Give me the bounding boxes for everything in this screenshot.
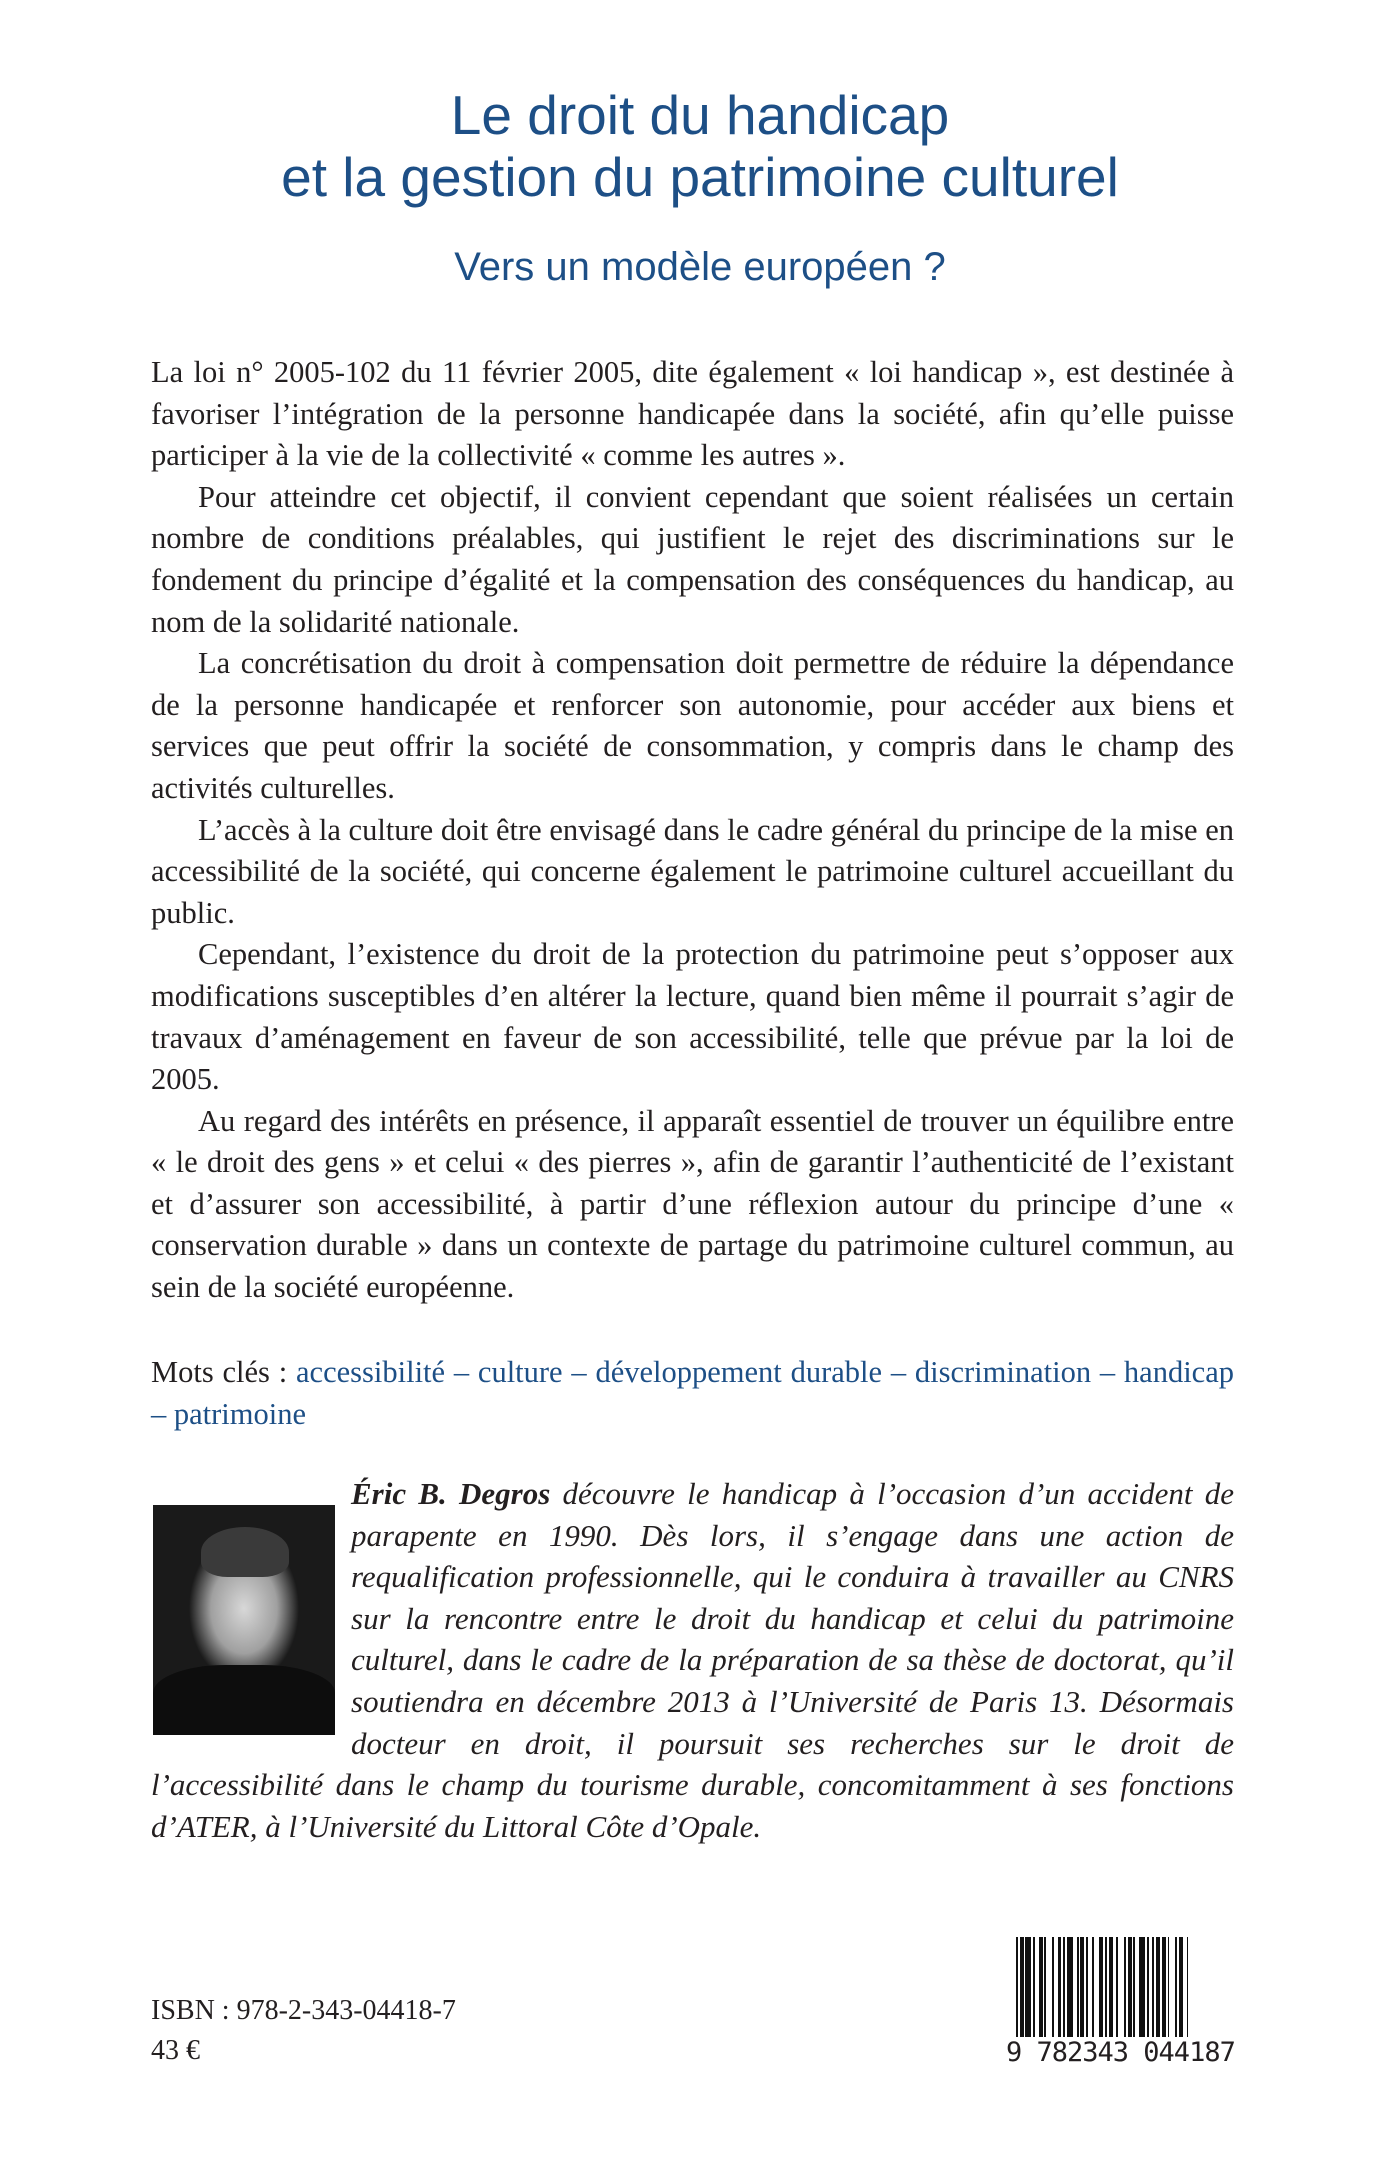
barcode-number: 9 782343 044187 <box>1006 2037 1235 2068</box>
paragraph: La concrétisation du droit à compensation doit permettre de réduire la dépendance de la personne handicapée et renforcer son autonomie, pour accéder aux biens et services que peut offrir la société de consommation, y compris dans le champ des activités culturelles. <box>151 646 1234 805</box>
author-bio <box>151 1473 1234 1847</box>
paragraph: La loi n° 2005-102 du 11 février 2005, dite également « loi handicap », est destinée à favoriser l’intégration de la personne handicapée dans la société, afin qu’elle puisse participer à la vie de la collectivité « comme les autres ». <box>151 355 1234 473</box>
book-subtitle: Vers un modèle européen ? <box>454 245 946 289</box>
author-bio-text: découvre le handicap à l’occasion d’un accident de parapente en 1990. Dès lors, il s’engage dans une action de requalification professionnelle, qui le conduira à travailler au CNRS sur la rencontre entre le droit du handicap et celui du patrimoine culturel, dans le cadre de la préparation de sa thèse de doctorat, qu’il soutiendra en décembre 2013 à l’Université de Paris 13. Désormais docteur en droit, il poursuit ses recherches sur le droit de l’accessibilité dans le champ du tourisme durable, concomitamment à ses fonctions d’ATER, à l’Université du Littoral Côte d’Opale. <box>151 1476 1234 1844</box>
barcode <box>1006 1937 1252 2077</box>
keywords-label: Mots clés : <box>151 1355 297 1389</box>
price: 43 € <box>151 2035 200 2066</box>
paragraph: Pour atteindre cet objectif, il convient cependant que soient réalisées un certain nombre de conditions préalables, qui justifient le rejet des discriminations sur le fondement du principe d’égalité et la compensation des conséquences du handicap, au nom de la solidarité nationale. <box>151 479 1234 639</box>
paragraph: L’accès à la culture doit être envisagé dans le cadre général du principe de la mise en accessibilité de la société, qui concerne également le patrimoine culturel accueillant du public. <box>151 812 1234 930</box>
keywords <box>151 1352 1234 1435</box>
paragraph: Cependant, l’existence du droit de la protection du patrimoine peut s’opposer aux modifications susceptibles d’en altérer la lecture, quand bien même il pourrait s’agir de travaux d’aménagement en faveur de son accessibilité, telle que prévue par la loi de 2005. <box>151 937 1234 1097</box>
title-line-2: et la gestion du patrimoine culturel <box>281 146 1119 208</box>
title-line-1: Le droit du handicap <box>450 84 950 146</box>
book-title <box>0 84 1400 208</box>
barcode-bars <box>1016 1937 1252 2049</box>
summary-text <box>151 352 1234 1309</box>
author-name: Éric B. Degros <box>351 1476 551 1511</box>
isbn: ISBN : 978-2-343-04418-7 <box>151 1995 456 2026</box>
paragraph: Au regard des intérêts en présence, il apparaît essentiel de trouver un équilibre entre « le droit des gens » et celui « des pierres », afin de garantir l’authenticité de l’existant et d’assurer son accessibilité, à partir d’une réflexion autour du principe d’une « conservation durable » dans un contexte de partage du patrimoine culturel commun, au sein de la société européenne. <box>151 1103 1234 1305</box>
keywords-values: accessibilité – culture – développement durable – discrimination – handicap – patrimoine <box>151 1355 1235 1431</box>
barcode-bar <box>1188 1937 1190 2049</box>
